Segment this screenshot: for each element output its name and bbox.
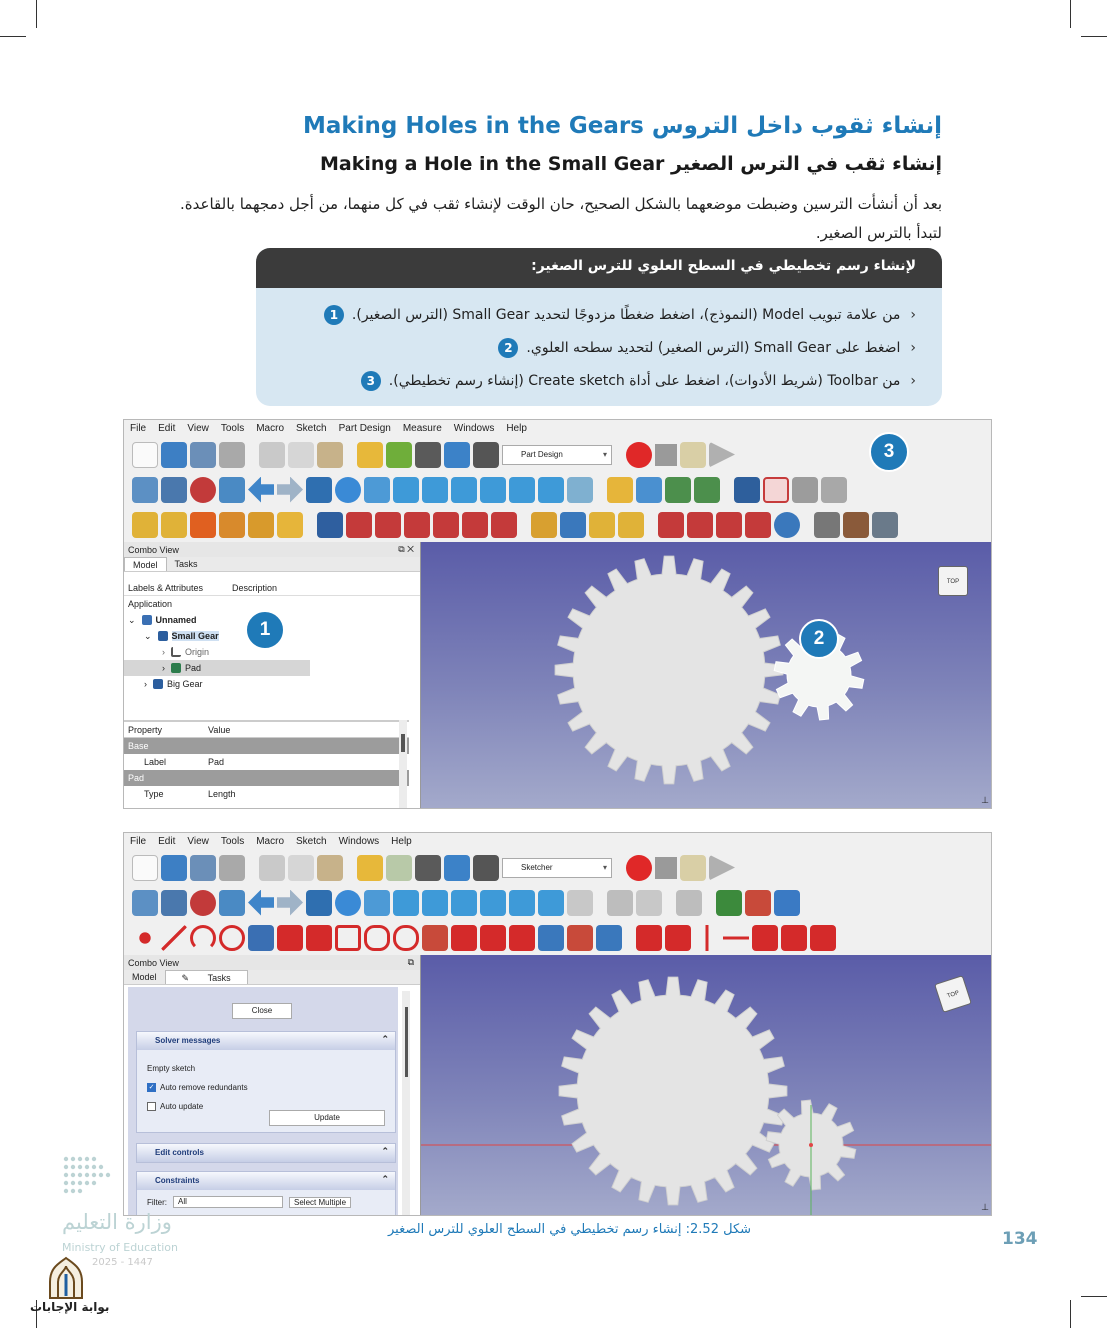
tree-label: Small Gear xyxy=(171,631,219,641)
cut-icon[interactable] xyxy=(259,442,285,468)
group-folder-icon[interactable] xyxy=(636,477,662,503)
line-icon[interactable] xyxy=(161,925,187,951)
big-gear-shape[interactable] xyxy=(559,977,787,1205)
macro-record-icon[interactable] xyxy=(626,855,652,881)
property-row[interactable] xyxy=(124,754,409,770)
point-icon[interactable] xyxy=(132,925,158,951)
carbon-copy-icon[interactable] xyxy=(567,925,593,951)
macro-edit-icon[interactable] xyxy=(680,855,706,881)
tree-header-description: Description xyxy=(232,582,278,593)
property-value[interactable]: Length xyxy=(208,789,236,799)
chamfer-icon[interactable] xyxy=(687,512,713,538)
menu-macro[interactable]: Macro xyxy=(256,423,285,434)
tree-header xyxy=(124,580,420,596)
bounding-box-icon[interactable] xyxy=(219,890,245,916)
save-icon[interactable] xyxy=(190,442,216,468)
paste-icon[interactable] xyxy=(317,442,343,468)
origin-icon xyxy=(171,647,181,657)
measure-icon[interactable] xyxy=(567,890,593,916)
toolbar-row-2 xyxy=(124,885,991,920)
navigation-cube[interactable]: TOP xyxy=(938,566,968,596)
crop-mark xyxy=(1070,1300,1071,1328)
cut-icon[interactable] xyxy=(259,855,285,881)
checkbox-unchecked[interactable] xyxy=(147,1102,156,1111)
auto-remove-checkbox-row[interactable] xyxy=(147,1083,385,1092)
view-isometric-icon[interactable] xyxy=(364,477,390,503)
macro-stop-icon[interactable] xyxy=(655,444,677,466)
paste-icon[interactable] xyxy=(317,855,343,881)
open-folder-icon[interactable] xyxy=(161,442,187,468)
macro-edit-icon[interactable] xyxy=(680,442,706,468)
step-text: من علامة تبويب Model (النموذج)، اضغط ضغطًا مزدوجًا لتحديد Small Gear (الترس الصغير). xyxy=(351,306,901,323)
b-spline-draw-icon[interactable] xyxy=(277,925,303,951)
constraints-header[interactable]: Constraints ⌃ xyxy=(137,1172,395,1190)
toolbar-row-1 xyxy=(124,850,991,885)
tree-item-pad[interactable] xyxy=(124,660,310,676)
toolbar-row-3 xyxy=(124,507,991,542)
sketch-view-icon[interactable] xyxy=(676,890,702,916)
select-multiple-button[interactable]: Select Multiple xyxy=(289,1197,351,1208)
b-spline-icon[interactable] xyxy=(774,890,800,916)
property-header-label: Property xyxy=(128,724,163,735)
tasks-icon: ✎ xyxy=(181,973,192,983)
tab-model[interactable]: Model xyxy=(132,972,157,982)
menu-edit[interactable]: Edit xyxy=(158,836,176,847)
menu-help[interactable]: Help xyxy=(391,836,412,847)
gear-graphic xyxy=(421,955,992,1216)
filter-label: Filter: xyxy=(147,1197,167,1207)
boolean-icon[interactable] xyxy=(774,512,800,538)
forward-arrow-icon[interactable] xyxy=(277,477,303,503)
refresh-icon[interactable] xyxy=(415,855,441,881)
crop-mark xyxy=(36,0,37,28)
tree-label: Big Gear xyxy=(167,679,203,689)
part-icon[interactable] xyxy=(607,890,633,916)
page-number: 134 xyxy=(1002,1229,1038,1249)
new-file-icon[interactable] xyxy=(132,855,158,881)
menu-file[interactable]: File xyxy=(130,423,147,434)
group-folder-icon[interactable] xyxy=(636,890,662,916)
macro-stop-icon[interactable] xyxy=(655,857,677,879)
combo-view-panel xyxy=(124,955,421,1216)
callout-3: 3 xyxy=(869,432,909,472)
solver-status: Empty sketch xyxy=(147,1064,196,1073)
step-item xyxy=(276,298,916,331)
tangent-icon[interactable] xyxy=(810,925,836,951)
body-icon xyxy=(158,631,168,641)
multi-transform-icon[interactable] xyxy=(618,512,644,538)
combo-tabs xyxy=(124,970,420,985)
solver-messages-group xyxy=(136,1031,396,1133)
back-arrow-icon[interactable] xyxy=(248,890,274,916)
redo-icon[interactable] xyxy=(386,855,412,881)
task-panel xyxy=(128,987,398,1216)
combo-view-panel xyxy=(124,542,421,809)
macro-record-icon[interactable] xyxy=(626,442,652,468)
axis-cross-icon: ⊥ xyxy=(981,795,989,805)
view-front-icon[interactable] xyxy=(393,477,419,503)
3d-view[interactable] xyxy=(421,955,992,1216)
create-body-icon[interactable] xyxy=(734,477,760,503)
combo-view-label: Combo View xyxy=(128,958,179,968)
additive-helix-icon[interactable] xyxy=(248,512,274,538)
toolbar-row-3 xyxy=(124,920,991,955)
undo-icon[interactable] xyxy=(357,855,383,881)
subsection-heading: إنشاء ثقب في الترس الصغير Making a Hole in the Small Gear xyxy=(319,153,942,175)
float-icon[interactable]: ⧉ xyxy=(407,957,414,967)
menu-windows[interactable]: Windows xyxy=(338,836,380,847)
solver-messages-body xyxy=(137,1050,395,1115)
callout-1: 1 xyxy=(245,610,285,650)
view-front-icon[interactable] xyxy=(393,890,419,916)
additive-pipe-icon[interactable] xyxy=(219,512,245,538)
combo-view-label: Combo View xyxy=(128,545,179,555)
property-row[interactable] xyxy=(124,786,409,802)
scrollbar[interactable] xyxy=(402,991,410,1216)
view-right-icon[interactable] xyxy=(451,477,477,503)
combo-tabs xyxy=(124,557,420,572)
menu-windows[interactable]: Windows xyxy=(453,423,495,434)
recompute-icon[interactable] xyxy=(444,442,470,468)
checkbox-checked[interactable]: ✓ xyxy=(148,1084,155,1091)
menu-bar xyxy=(124,420,991,437)
macro-play-icon[interactable] xyxy=(709,855,735,881)
ministry-logo-icon xyxy=(60,1155,140,1199)
view-isometric-icon[interactable] xyxy=(364,890,390,916)
property-value[interactable]: Pad xyxy=(208,757,225,767)
property-name: Label xyxy=(144,757,167,767)
step-item xyxy=(276,331,916,364)
menu-bar xyxy=(124,833,991,850)
view-top-icon[interactable] xyxy=(422,477,448,503)
tab-tasks[interactable]: Tasks xyxy=(174,559,198,569)
property-name: Type xyxy=(144,789,164,799)
groove-icon[interactable] xyxy=(375,512,401,538)
tree-section-application: Application xyxy=(128,599,173,609)
workbench-selector[interactable]: Sketcher ▾ xyxy=(502,858,612,878)
whats-this-icon[interactable] xyxy=(473,442,499,468)
fit-selection-icon[interactable] xyxy=(161,890,187,916)
chevron-left-icon: ‹ xyxy=(910,372,916,389)
trim-icon[interactable] xyxy=(451,925,477,951)
axis-cross-icon: ⊥ xyxy=(981,1202,989,1212)
part-icon[interactable] xyxy=(607,477,633,503)
chevron-right-icon: › xyxy=(162,663,165,673)
copy-icon[interactable] xyxy=(288,855,314,881)
step-number: 3 xyxy=(361,371,381,391)
chevron-right-icon: › xyxy=(144,679,147,689)
std-views-icon[interactable] xyxy=(306,890,332,916)
property-group-base: Base xyxy=(124,738,409,754)
clearance-icon[interactable] xyxy=(872,512,898,538)
gear-outline xyxy=(555,556,783,784)
menu-sketch[interactable]: Sketch xyxy=(296,423,327,434)
ministry-name-english: Ministry of Education xyxy=(62,1241,179,1254)
horizontal-icon[interactable] xyxy=(723,925,749,951)
toolbar-row-2 xyxy=(124,472,991,507)
view-rear-icon[interactable] xyxy=(480,477,506,503)
menu-view[interactable]: View xyxy=(187,836,209,847)
link-icon[interactable] xyxy=(665,477,691,503)
redo-icon[interactable] xyxy=(386,442,412,468)
menu-edit[interactable]: Edit xyxy=(158,423,176,434)
create-sketch-icon[interactable] xyxy=(763,477,789,503)
inspect-icon[interactable] xyxy=(843,512,869,538)
sketcher-edit-icon[interactable] xyxy=(716,890,742,916)
menu-macro[interactable]: Macro xyxy=(256,836,285,847)
hole-icon[interactable] xyxy=(346,512,372,538)
link-actions-icon[interactable] xyxy=(694,477,720,503)
arc-icon[interactable] xyxy=(190,925,216,951)
figure-caption: شكل 2.52: إنشاء رسم تخطيطي في السطح العلوي للترس الصغير xyxy=(388,1222,752,1237)
subtractive-pipe-icon[interactable] xyxy=(433,512,459,538)
menu-view[interactable]: View xyxy=(187,423,209,434)
portal-logo-icon xyxy=(44,1256,88,1302)
subtractive-loft-icon[interactable] xyxy=(404,512,430,538)
menu-part-design[interactable]: Part Design xyxy=(338,423,391,434)
whats-this-icon[interactable] xyxy=(473,855,499,881)
fillet-icon[interactable] xyxy=(658,512,684,538)
filter-select[interactable] xyxy=(173,1196,283,1208)
open-folder-icon[interactable] xyxy=(161,855,187,881)
attachment-icon[interactable] xyxy=(792,477,818,503)
edit-controls-group xyxy=(136,1143,396,1163)
sub-shape-binder-icon[interactable] xyxy=(821,477,847,503)
constraints-group xyxy=(136,1171,396,1216)
fit-selection-icon[interactable] xyxy=(161,477,187,503)
menu-file[interactable]: File xyxy=(130,836,147,847)
ministry-name-arabic: وزارة التعليم xyxy=(62,1210,172,1234)
view-bottom-icon[interactable] xyxy=(509,477,535,503)
chevron-down-icon: ⌄ xyxy=(144,630,152,641)
toolbar-row-1 xyxy=(124,437,991,472)
close-icon[interactable]: ⧉ ✕ xyxy=(398,544,414,554)
view-right-icon[interactable] xyxy=(451,890,477,916)
crop-mark xyxy=(1081,1296,1107,1297)
coincident-icon[interactable] xyxy=(636,925,662,951)
body-icon xyxy=(153,679,163,689)
3d-view[interactable] xyxy=(421,542,992,809)
new-file-icon[interactable] xyxy=(132,442,158,468)
crop-mark xyxy=(0,36,26,37)
step-number: 1 xyxy=(324,305,344,325)
tree-item-big-gear[interactable] xyxy=(124,676,420,692)
menu-tools[interactable]: Tools xyxy=(220,836,245,847)
macro-play-icon[interactable] xyxy=(709,442,735,468)
section-heading: إنشاء ثقوب داخل التروس Making Holes in the Gears xyxy=(302,113,942,139)
pad-icon[interactable] xyxy=(132,512,158,538)
steps-box-title: لإنشاء رسم تخطيطي في السطح العلوي للترس الصغير: xyxy=(256,248,942,288)
steps-list xyxy=(256,288,942,397)
polyline-icon[interactable] xyxy=(306,925,332,951)
mirrored-icon[interactable] xyxy=(531,512,557,538)
auto-remove-label: Auto remove redundants xyxy=(160,1083,248,1092)
external-geometry-icon[interactable] xyxy=(538,925,564,951)
zoom-icon[interactable] xyxy=(335,477,361,503)
zoom-icon[interactable] xyxy=(335,890,361,916)
draft-icon[interactable] xyxy=(716,512,742,538)
menu-measure[interactable]: Measure xyxy=(402,423,442,434)
slot-icon[interactable] xyxy=(393,925,419,951)
additive-primitive-icon[interactable] xyxy=(277,512,303,538)
additive-loft-icon[interactable] xyxy=(190,512,216,538)
recompute-icon[interactable] xyxy=(444,855,470,881)
scrollbar[interactable] xyxy=(399,720,407,808)
property-group-pad: Pad xyxy=(124,770,409,786)
callout-2: 2 xyxy=(799,619,839,659)
filter-value: All xyxy=(178,1197,187,1206)
back-arrow-icon[interactable] xyxy=(248,477,274,503)
revolution-icon[interactable] xyxy=(161,512,187,538)
perpendicular-icon[interactable] xyxy=(781,925,807,951)
crop-mark xyxy=(1081,36,1107,37)
gear-graphic xyxy=(421,542,992,809)
view-left-icon[interactable] xyxy=(538,890,564,916)
view-rear-icon[interactable] xyxy=(480,890,506,916)
step-item xyxy=(276,364,916,397)
forward-arrow-icon[interactable] xyxy=(277,890,303,916)
menu-tools[interactable]: Tools xyxy=(220,423,245,434)
point-on-object-icon[interactable] xyxy=(665,925,691,951)
print-icon[interactable] xyxy=(219,855,245,881)
rectangle-icon[interactable] xyxy=(335,925,361,951)
property-header xyxy=(124,722,409,738)
close-button[interactable]: Close xyxy=(232,1003,292,1019)
tree-header-labels: Labels & Attributes xyxy=(128,582,204,593)
subtractive-helix-icon[interactable] xyxy=(462,512,488,538)
extend-icon[interactable] xyxy=(480,925,506,951)
print-icon[interactable] xyxy=(219,442,245,468)
view-bottom-icon[interactable] xyxy=(509,890,535,916)
parallel-icon[interactable] xyxy=(752,925,778,951)
intro-paragraph: بعد أن أنشأت الترسين وضبطت موضعهما بالشكل الصحيح، حان الوقت لإنشاء ثقب في كل منهما، من أجل دمجهما بالقاعدة. لتبدأ بالترس الصغير. xyxy=(180,195,942,242)
chevron-left-icon: ‹ xyxy=(910,339,916,356)
draw-style-icon[interactable] xyxy=(190,890,216,916)
split-icon[interactable] xyxy=(509,925,535,951)
navigation-cube[interactable]: TOP xyxy=(934,975,972,1013)
fillet-icon[interactable] xyxy=(422,925,448,951)
vertical-icon[interactable] xyxy=(694,925,720,951)
step-number: 2 xyxy=(498,338,518,358)
portal-name: بوابة الإجابات xyxy=(30,1300,110,1314)
workbench-selector[interactable]: Part Design ▾ xyxy=(502,445,612,465)
tab-tasks-label: Tasks xyxy=(207,973,231,983)
menu-help[interactable]: Help xyxy=(506,423,527,434)
pocket-icon[interactable] xyxy=(317,512,343,538)
value-header-label: Value xyxy=(208,724,231,735)
document-icon xyxy=(142,615,152,625)
tree-label: Pad xyxy=(185,663,202,673)
tree-label: Unnamed xyxy=(155,615,197,625)
polygon-icon[interactable] xyxy=(364,925,390,951)
subtractive-primitive-icon[interactable] xyxy=(491,512,517,538)
crop-mark xyxy=(1070,0,1071,28)
combo-view-title xyxy=(124,542,420,557)
tab-tasks[interactable] xyxy=(165,970,248,984)
auto-update-label: Auto update xyxy=(160,1102,204,1111)
chevron-left-icon: ‹ xyxy=(910,306,916,323)
constraints-filter-row xyxy=(137,1190,395,1212)
copy-icon[interactable] xyxy=(288,442,314,468)
view-top-icon[interactable] xyxy=(422,890,448,916)
thickness-icon[interactable] xyxy=(745,512,771,538)
sketch-origin-point xyxy=(809,1143,813,1147)
ministry-year: 2025 - 1447 xyxy=(92,1257,153,1268)
step-text: من Toolbar (شريط الأدوات)، اضغط على أداة Create sketch (إنشاء رسم تخطيطي). xyxy=(388,372,901,389)
conic-icon[interactable] xyxy=(248,925,274,951)
sketcher-validate-icon[interactable] xyxy=(745,890,771,916)
check-geometry-icon[interactable] xyxy=(814,512,840,538)
tab-model[interactable]: Model xyxy=(124,557,167,571)
linear-pattern-icon[interactable] xyxy=(560,512,586,538)
pad-icon xyxy=(171,663,181,673)
bounding-box-icon[interactable] xyxy=(219,477,245,503)
combo-view-title xyxy=(124,955,420,970)
menu-sketch[interactable]: Sketch xyxy=(296,836,327,847)
undo-icon[interactable] xyxy=(357,442,383,468)
gear-outline xyxy=(559,977,787,1205)
update-button[interactable]: Update xyxy=(269,1110,385,1126)
step-text: اضغط على Small Gear (الترس الصغير) لتحديد سطحه العلوي. xyxy=(526,339,901,356)
chevron-right-icon: › xyxy=(162,647,165,657)
tree-label: Origin xyxy=(185,647,210,657)
freecad-screenshot-sketcher xyxy=(123,832,992,1216)
solver-messages-header[interactable]: Solver messages ⌃ xyxy=(137,1032,395,1050)
big-gear-shape[interactable] xyxy=(555,556,783,784)
std-views-icon[interactable] xyxy=(306,477,332,503)
save-icon[interactable] xyxy=(190,855,216,881)
steps-box xyxy=(256,248,942,406)
construction-mode-icon[interactable] xyxy=(596,925,622,951)
edit-controls-header[interactable]: Edit controls ⌃ xyxy=(137,1144,395,1162)
polar-pattern-icon[interactable] xyxy=(589,512,615,538)
property-editor xyxy=(124,720,409,802)
view-left-icon[interactable] xyxy=(538,477,564,503)
freecad-screenshot-part-design xyxy=(123,419,992,809)
draw-style-icon[interactable] xyxy=(190,477,216,503)
fit-all-icon[interactable] xyxy=(132,477,158,503)
chevron-down-icon: ⌄ xyxy=(128,614,136,625)
fit-all-icon[interactable] xyxy=(132,890,158,916)
circle-icon[interactable] xyxy=(219,925,245,951)
refresh-icon[interactable] xyxy=(415,442,441,468)
measure-icon[interactable] xyxy=(567,477,593,503)
